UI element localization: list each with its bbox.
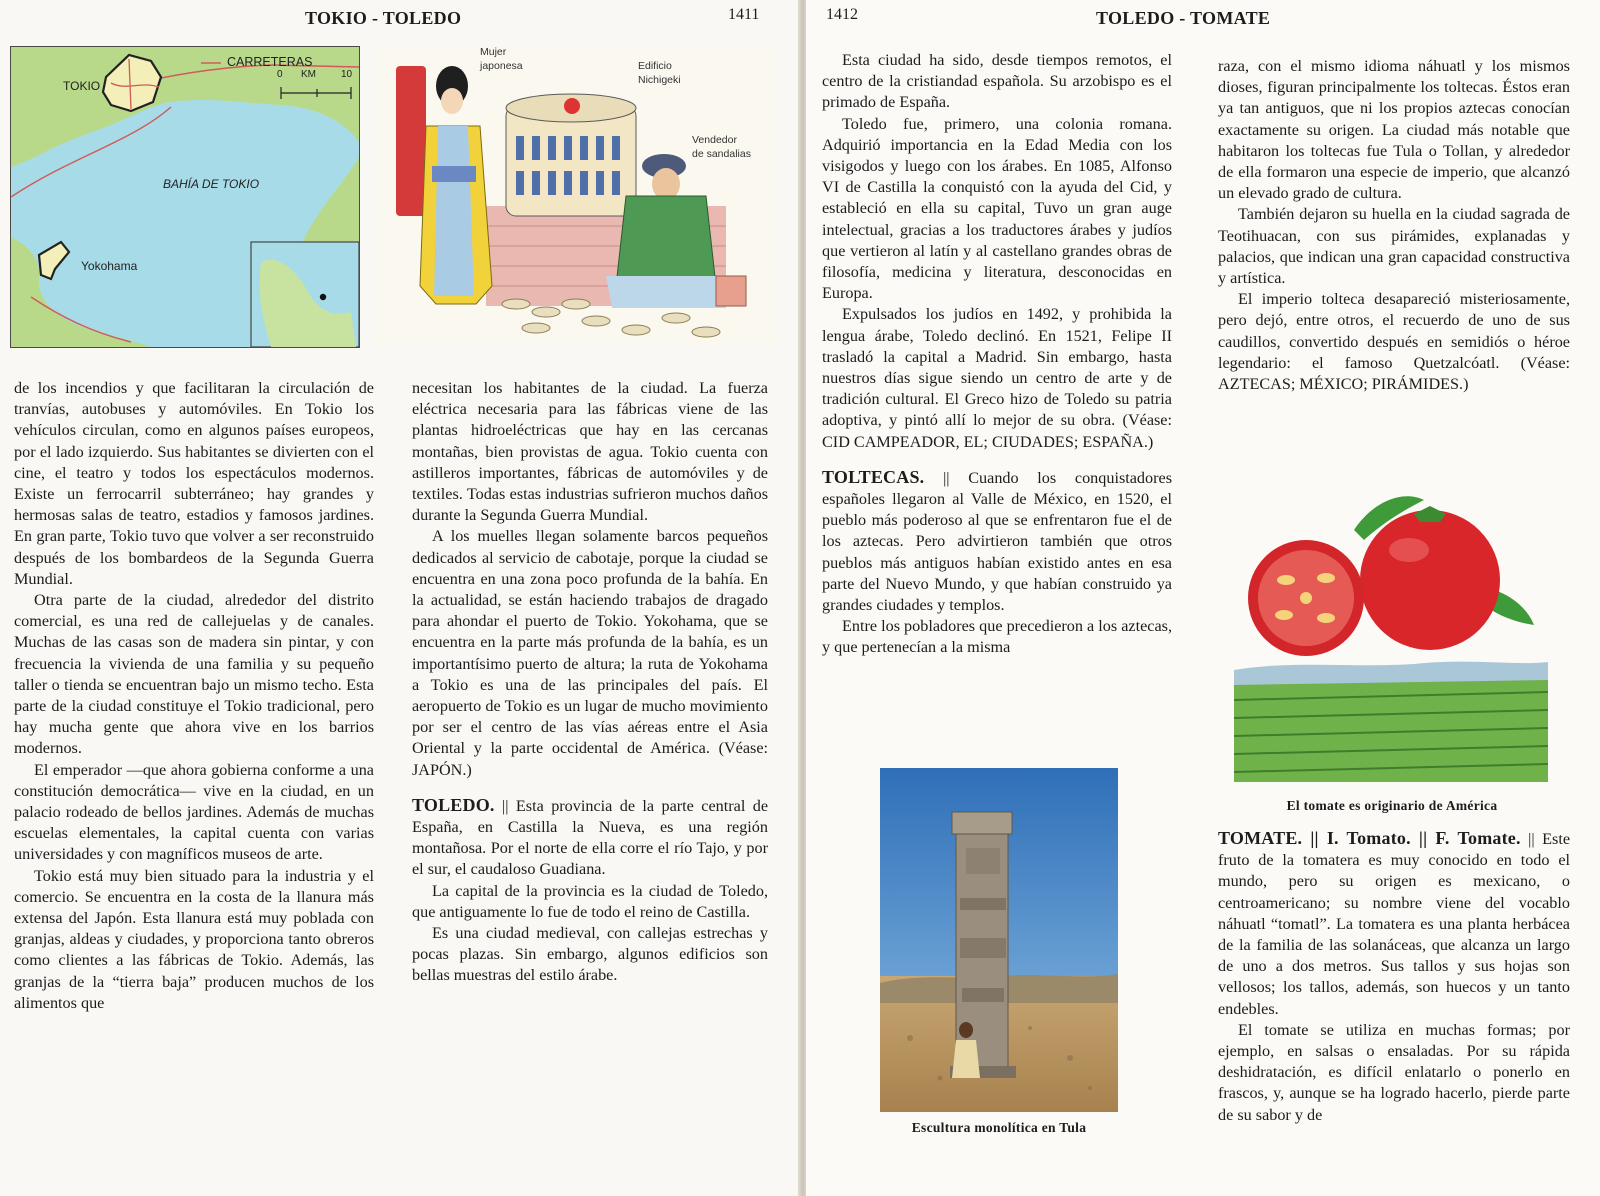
right-page <box>806 0 1600 1196</box>
paragraph: Tokio está muy bien situado para la industria y el comercio. Se encuentra en la costa de la llanura más extensa del Japón. Esta llanura está muy poblada con granjas, aldeas y ciudades, y proporciona tanto obreros como clientes a las fábricas de Tokio. Además, las granjas de la “tierra baja” producen muchos de los alimentos que <box>14 866 374 1012</box>
left-page-number: 1411 <box>728 6 760 23</box>
label-vendedor: Vendedor <box>692 134 737 146</box>
paragraph: Expulsados los judíos en 1492, y prohibida la lengua árabe, Toledo declinó. En 1521, Felipe II trasladó la capital a Madrid. Sin embargo, hasta nuestros días sigue siendo un centro de arte y de tradición cultural. El Greco hizo de Toledo su patria adoptiva, y pintó allí lo mejor de su obra. (Véase: CID CAMPEADOR, EL; CIUDADES; ESPAÑA.) <box>822 305 1172 451</box>
tomato-caption: El tomate es originario de América <box>1286 798 1498 813</box>
paragraph: También dejaron su huella en la ciudad sagrada de Teotihuacan, con sus pirámides, explanadas y palacios, que indican una gran capacidad constructiva y artística. <box>1218 205 1570 288</box>
tokyo-street-illustration <box>376 46 776 346</box>
left-column-2 <box>412 378 768 987</box>
entry-text: || Cuando los conquistadores españoles llegaron al Valle de México, en 1520, el pueblo más poderoso al que se enfrentaron fue el de los aztecas. Pero advirtieron también que otros pueblos más antiguos habían existido antes en esa parte del Nuevo Mundo, y que habían construido ya grandes ciudades y templos. <box>822 468 1172 615</box>
right-column-2 <box>1218 56 1570 395</box>
paragraph: A los muelles llegan solamente barcos pequeños dedicados al servicio de cabotaje, porque la ciudad se encuentra en una zona poco profunda de la bahía. En la actualidad, se están haciendo trabajos de dragado para ahondar el puerto de Tokio. Yokohama, que se encuentra en la parte más profunda de la bahía, es un importantísimo puerto de altura; la ruta de Yokohama a Tokio es una de las principales del país. El aeropuerto de Tokio es un lugar de mucho movimiento por ser el centro de las vías aéreas entre el Asia Oriental y la parte occidental de América. (Véase: JAPÓN.) <box>412 527 768 779</box>
headword-toltecas: TOLTECAS. <box>822 466 925 487</box>
right-column-2-lower <box>1218 828 1570 1126</box>
street-drawing <box>376 46 776 346</box>
paragraph: El emperador —que ahora gobierna conforme a una constitución democrática— vive en la ciudad, en un palacio rodeado de bellos jardines. Además de muchas escuelas elementales, la capital cuenta con varias universidades y con magníficos museos de arte. <box>14 760 374 864</box>
left-column-1 <box>14 378 374 1014</box>
map-scale-zero: 0 <box>277 69 283 80</box>
label-sandalias: de sandalias <box>692 148 751 160</box>
right-page-number: 1412 <box>826 6 858 23</box>
map-label-carreteras: CARRETERAS <box>227 55 313 69</box>
label-nichigeki: Nichigeki <box>638 74 681 86</box>
headword-tomate: TOMATE. || I. Tomato. || F. Tomate. <box>1218 828 1521 848</box>
tula-caption: Escultura monolítica en Tula <box>911 1120 1087 1135</box>
map-scale-unit: KM <box>301 69 316 80</box>
tomato-drawing <box>1234 470 1548 782</box>
paragraph: El imperio tolteca desapareció misteriosamente, pero dejó, entre otros, el recuerdo de uno de sus caudillos, convertido después en semidiós o héroe legendario: el famoso Quetzalcóatl. (Véase: AZTECAS; MÉXICO; PIRÁMIDES.) <box>1218 290 1570 394</box>
entry-toltecas <box>822 467 1172 616</box>
paragraph: El tomate se utiliza en muchas formas; por ejemplo, en salsas o ensaladas. Por su rápida deshidratación, es difícil enlatarlo o ponerlo en frascos, y, aunque se ha logrado hacerlo, pierde parte de su sabor y de <box>1218 1020 1570 1124</box>
paragraph: Es una ciudad medieval, con callejas estrechas y pocas plazas. Sin embargo, algunos edificios son bellas muestras del estilo árabe. <box>412 924 768 985</box>
left-running-head: TOKIO - TOLEDO <box>305 8 462 28</box>
entry-toledo <box>412 795 768 881</box>
label-japonesa: japonesa <box>480 60 523 72</box>
tokyo-map <box>10 46 360 348</box>
map-label-yokohama: Yokohama <box>81 259 138 273</box>
entry-text: || Esta provincia de la parte central de España, en Castilla la Nueva, es una región montañosa. Por el norte de ella corre el río Tajo, y por el sur, el caudaloso Guadiana. <box>412 796 769 879</box>
map-label-tokio: TOKIO <box>63 79 101 93</box>
headword-toledo: TOLEDO. <box>412 794 495 815</box>
tula-drawing <box>880 768 1118 1112</box>
paragraph: Toledo fue, primero, una colonia romana. Adquirió importancia en la Edad Media con los visigodos y luego con los árabes. En 1085, Alfonso VI de Castilla la conquistó con la ayuda del Cid, y estableció en ella su capital, Tuvo un gran auge intelectual, gracias a los traductores árabes y judíos que vertieron al latín y al castellano grandes obras de filosofía, medicina y literatura, desconocidas en Europa. <box>822 114 1172 303</box>
paragraph: raza, con el mismo idioma náhuatl y los mismos dioses, figuran principalmente los toltecas. Éstos eran ya tan antiguos, que ni los propios aztecas conocían exactamente su origen. La ciudad más notable que habitaron los toltecas fue Tula o Tollan, y alrededor de ella formaron una especie de imperio, que alcanzó un elevado grado de cultura. <box>1218 57 1570 203</box>
entry-text: || Este fruto de la tomatera es muy conocido en todo el mundo, pero su origen es mexicano, o centroamericano; su nombre viene del vocablo náhuatl “tomatl”. La tomatera es una planta herbácea de la familia de las solanáceas, que alcanza un largo de uno a dos metros. Sus tallos y sus hojas son vellosos; los tallos, además, son huecos y un tanto endebles. <box>1218 830 1571 1018</box>
paragraph: Esta ciudad ha sido, desde tiempos remotos, el centro de la cristiandad española. Su arzobispo es el primado de España. <box>822 51 1172 112</box>
tomato-illustration <box>1234 470 1548 782</box>
paragraph: La capital de la provincia es la ciudad de Toledo, que antiguamente lo fue de todo el reino de Castilla. <box>412 881 768 921</box>
right-running-head: TOLEDO - TOMATE <box>1096 8 1271 28</box>
paragraph: Otra parte de la ciudad, alrededor del distrito comercial, es una red de callejuelas y de canales. Muchas de las casas son de madera sin pintar, y con frecuencia la vivienda de una familia y su pequeño taller o tienda se encuentran bajo un mismo techo. Esta parte de la ciudad constituye el Tokio tradicional, pero hay mucha gente que ahora vive en los barrios modernos. <box>14 591 374 758</box>
tula-photo <box>880 768 1118 1112</box>
paragraph: de los incendios y que facilitaran la circulación de tranvías, autobuses y automóviles. En Tokio los vehículos circulan, como en algunos países europeos, por el lado izquierdo. Sus habitantes se divierten con el cine, el teatro y todos los espectáculos modernos. Existe un ferrocarril subterráneo; hay grandes y hermosas salas de teatro, estadios y famosos jardines. En gran parte, Tokio tuvo que volver a ser reconstruido después de los bombardeos de la Segunda Guerra Mundial. <box>14 379 374 588</box>
map-scale-ten: 10 <box>341 69 353 80</box>
map-label-bahia: BAHÍA DE TOKIO <box>163 177 260 191</box>
entry-tomate <box>1218 828 1570 1020</box>
label-edificio: Edificio <box>638 60 672 72</box>
label-mujer: Mujer <box>480 46 507 58</box>
paragraph: necesitan los habitantes de la ciudad. La fuerza eléctrica necesaria para las fábricas viene de las plantas hidroeléctricas que hay en las cercanas montañas, bien provistas de agua. Tokio cuenta con astilleros importantes, fábricas de automóviles y de textiles. Todas estas industrias sufrieron muchos daños durante la Segunda Guerra Mundial. <box>412 379 768 525</box>
right-column-1 <box>822 50 1172 659</box>
paragraph: Entre los pobladores que precedieron a los aztecas, y que pertenecían a la misma <box>822 617 1172 657</box>
